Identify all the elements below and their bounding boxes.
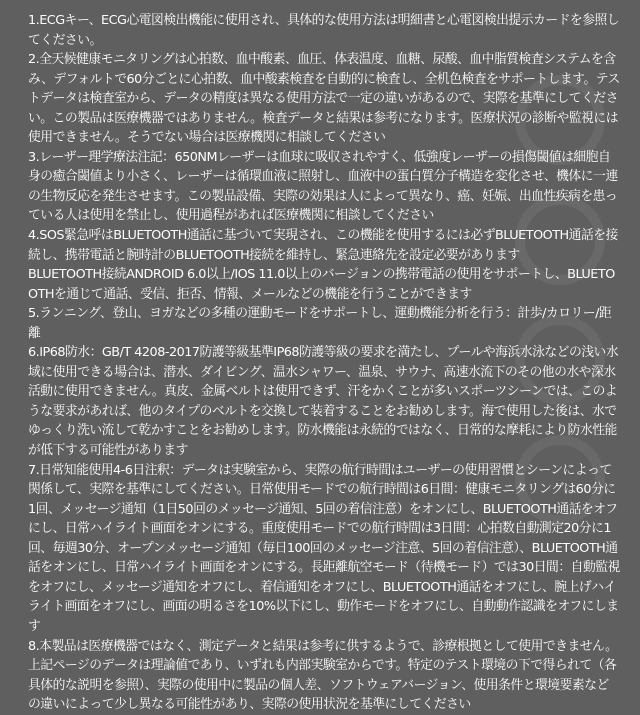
- note-bluetooth-compat: BLUETOOTH接続ANDROID 6.0以上/IOS 11.0以上のバージョンの携帯電話の使用をサポートし、BLUETOOTHを通じて通話、受信、拒否、情報、メールなどの機能を行うことができます: [28, 267, 615, 302]
- note-sos-call: 4.SOS緊急呼はBLUETOOTH通話に基づいて実現され、この機能を使用するには必ずBLUETOOTH通話を接続し、携帯電話と腕時計のBLUETOOTH接続を維持し、緊急連絡先を設定必要があります: [28, 228, 618, 263]
- note-ecg: 1.ECGキー、ECG心電図検出機能に使用され、具体的な使用方法は明細書と心電図検出提示カードを参照してください。: [28, 13, 620, 48]
- note-laser-therapy: 3.レーザー理学療法注記：650NMレーザーは血球に吸収されやすく、低強度レーザーの損傷閾値は細胞自身の癒合閾値より小さく、レーザーは循環血液に照射し、血液中の蛋白質分子構造を変化させ、機体に一連の生物反応を発生させます。この製品設備、実際の効果は人によって異なり、癌、妊娠、出血性疾病を患っている人は使用を禁止し、使用過程があれば医療機関に相談してください: [28, 149, 618, 224]
- note-sport-modes: 5.ランニング、登山、ヨガなどの多種の運動モードをサポートし、運動機能分析を行う：計歩/カロリー/距離: [28, 306, 612, 341]
- note-battery-life: 7.日常知能使用4-6日注釈：データは実験室から、実際の航行時間はユーザーの使用習慣とシーンによって関係して、実際を基準にしてください。日常使用モードでの航行時間は6日間：健康モニタリングは60分に1回、メッセージ通知（1日50回のメッセージ通知、5回の着信注意）をオンにし、BLUETOOTH通話をオフにし、日常ハイライト画面をオンにする。重度使用モードでの航行時間は3日間：心拍数自動測定20分に1回、毎週30分、オープンメッセージ通知（毎日100回のメッセージ注意、5回の着信注意）、BLUETOOTH通話をオンにし、日常ハイライト画面をオンにする。長距離航空モード（待機モード）では30日間：自動監視をオフにし、メッセージ通知をオフにし、着信通知をオフにし、BLUETOOTH通話をオフにし、腕上げハイライト画面をオフにし、画面の明るさを10%以下にし、動作モードをオフにし、自動動作認識をオフにします: [28, 462, 620, 634]
- note-health-monitoring: 2.全天候健康モニタリングは心拍数、血中酸素、血圧、体表温度、血糖、尿酸、血中脂質検査システムを含み、デフォルトで60分ごとに心拍数、血中酸素検査を自動的に検査し、全机色検査をサポートします。テストデータは検査室から、データの精度は異なる使用方法で一定の違いがあるので、実際を基準にしてください。この製品は医療機器ではありません。検査データと結果は参考になります。医療状況の診断や監視には使用できません。そうでない場合は医療機関に相談してください: [28, 52, 620, 146]
- note-waterproof: 6.IP68防水：GB/T 4208-2017防護等級基準IP68防護等級の要求を満たし、プールや海浜水泳などの浅い水域に使用できる場合は、潜水、ダイビング、温水シャワー、温泉、サウナ、高速水流下のその他の水や深水活動に使用できません。真皮、金属ベルトは使用できず、汗をかくことが多いスポーツシーンでは、このような要求があれば、他のタイプのベルトを交換して装着することをお勧めします。海で使用した後は、水でゆっくり洗い流して乾かすことをお勧めします。防水機能は永続的ではなく、日常的な摩耗により防水性能が低下する可能性があります: [28, 345, 619, 459]
- note-disclaimer: 8.本製品は医療機器ではなく、測定データと結果は参考に供するようで、診療根拠として使用できません。上記ページのデータは理論値であり、いずれも内部実験室からです。特定のテスト環境の下で得られて（各具体的な説明を参照）、実際の使用中に製品の個人差、ソフトウェアバージョン、使用条件と環境要素などの違いによって少し異なる可能性があり、実際の使用状況を基準にしてください: [28, 638, 618, 713]
